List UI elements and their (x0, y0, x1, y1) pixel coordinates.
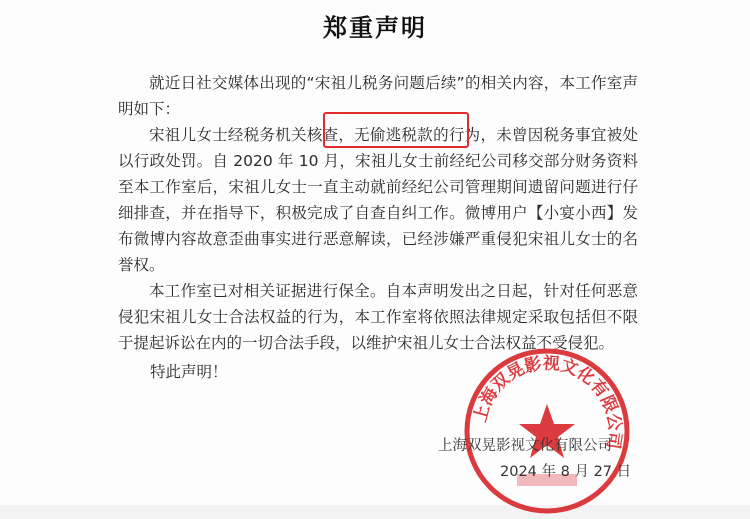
highlight-annotation-box (323, 112, 469, 148)
paragraph-tax-review: 宋祖儿女士经税务机关核查，无偷逃税款的行为，未曾因税务事宜被处以行政处罚。自 2020 年 10 月，宋祖儿女士前经纪公司移交部分财务资料至本工作室后，宋祖儿女士一直主动就前经纪公司管理期间遗留问题进行仔细排查，并在指导下，积极完成了自查自纠工作。微博用户【小宴小西】发布微博内容故意歪曲事实进行恶意解读，已经涉嫌严重侵犯宋祖儿女士的名誉权。 (118, 126, 638, 274)
company-signature: 上海双晃影视文化有限公司 (438, 438, 612, 454)
paragraph-legal-action: 本工作室已对相关证据进行保全。自本声明发出之日起，针对任何恶意侵犯宋祖儿女士合法权益的行为，本工作室将依照法律规定采取包括但不限于提起诉讼在内的一切合法手段，以维护宋祖儿女士合法权益不受侵犯。 (118, 282, 638, 352)
paragraph-intro: 就近日社交媒体出现的“宋祖儿税务问题后续”的相关内容，本工作室声明如下： (118, 74, 638, 118)
seal-text: 上海双晃影视文化有限公司 (470, 353, 625, 451)
page-bottom-edge (0, 505, 750, 519)
document-title: 郑重声明 (323, 14, 427, 42)
statement-date: 2024 年 8 月 27 日 (500, 464, 632, 480)
company-seal-stamp (462, 346, 632, 516)
closing-statement: 特此声明！ (150, 363, 228, 381)
